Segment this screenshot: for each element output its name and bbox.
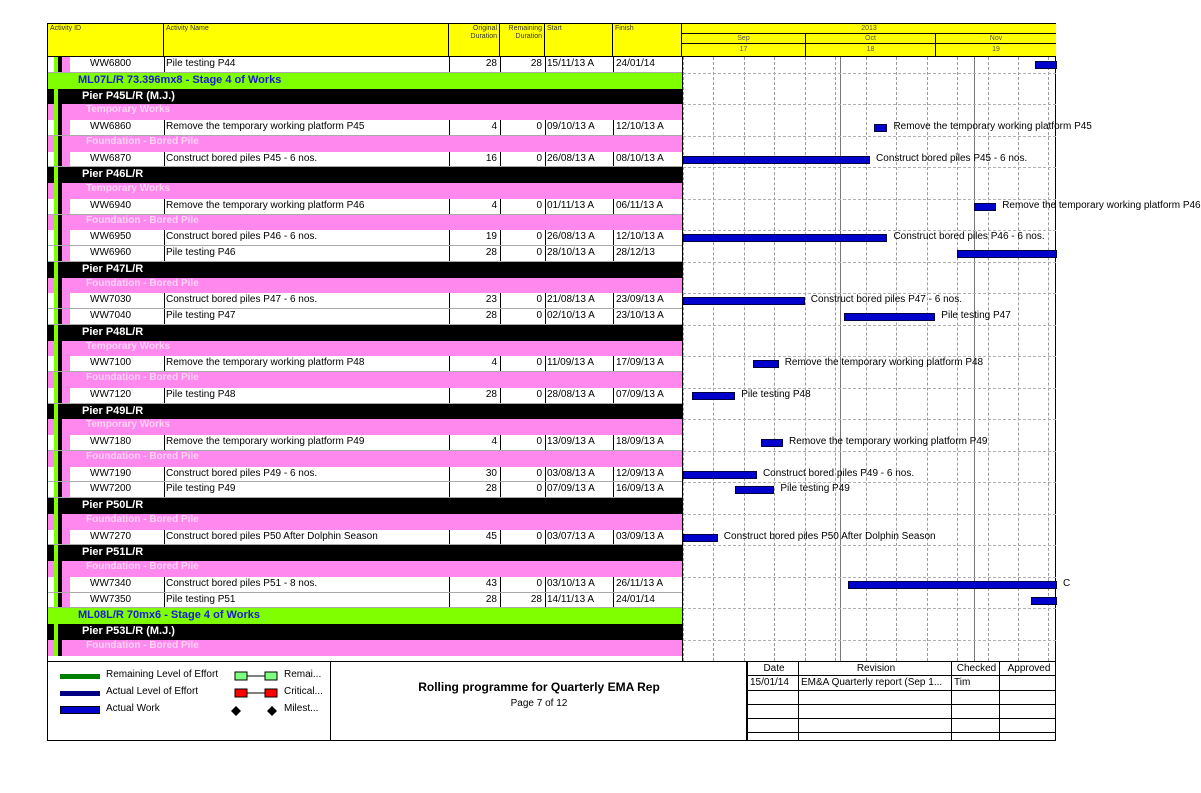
row-gridline [683,608,1056,609]
wbs-label: Pier P45L/R (M.J.) [82,89,175,102]
original-duration: 28 [485,247,497,258]
bar-label: Remove the temporary working platform P45 [893,121,1092,132]
finish-date: 06/11/13 A [616,199,664,211]
activity-row[interactable] [48,57,682,73]
legend-remaining-loe: Remaining Level of Effort [106,669,219,680]
start-date: 28/10/13 A [547,247,595,258]
row-gridline [683,640,1056,641]
col-remaining-duration[interactable]: Remaining Duration [500,24,545,56]
timescale-month-oct: Oct [806,34,936,44]
wbs-label: Foundation - Bored Pile [86,450,199,462]
activity-id: WW7190 [90,467,132,479]
wbs-label: Foundation - Bored Pile [86,372,199,383]
activity-name: Construct bored piles P50 After Dolphin Season [166,530,378,542]
bar-label: C [1063,577,1071,589]
original-duration: 28 [485,593,497,605]
activity-row[interactable] [48,467,682,483]
wbs-label: Foundation - Bored Pile [86,135,199,147]
original-duration: 30 [485,467,497,479]
wbs-band-level3[interactable] [48,561,682,577]
activity-id: WW7270 [90,530,132,542]
wbs-label: Pier P51L/R [82,546,144,559]
remaining-duration: 0 [536,231,542,243]
remaining-duration: 0 [536,467,542,479]
legend [48,662,331,741]
bar-label: Construct bored piles P46 - 6 nos. [893,231,1045,243]
activity-bar[interactable] [844,313,935,321]
remaining-duration: 0 [536,357,542,369]
original-duration: 28 [485,310,497,321]
start-date: 15/11/13 A [547,58,595,69]
activity-id: WW7040 [90,310,132,321]
activity-row[interactable] [48,577,682,593]
original-duration: 23 [485,294,497,306]
finish-date: 17/09/13 A [616,357,664,369]
activity-name: Construct bored piles P51 - 8 nos. [166,577,318,589]
wbs-label: Foundation - Bored Pile [86,214,199,226]
activity-row[interactable] [48,593,682,609]
legend-critical: Critical... [284,686,323,697]
wbs-band-level3[interactable] [48,136,682,152]
original-duration: 43 [485,577,497,589]
wbs-band-level1[interactable] [48,73,682,89]
remaining-duration: 0 [536,388,542,400]
row-gridline [683,419,1056,420]
critical-bar-icon [234,687,278,699]
activity-row[interactable] [48,356,682,372]
activity-bar[interactable] [874,124,887,132]
activity-bar[interactable] [753,360,779,368]
activity-id: WW6960 [90,247,132,258]
wbs-label: Pier P50L/R [82,499,144,511]
title-block [331,662,747,741]
week-gridline [988,57,989,661]
row-gridline [683,104,1056,105]
activity-id: WW7030 [90,294,132,306]
week-gridline [1048,57,1049,661]
activity-bar[interactable] [1035,61,1057,69]
activity-row[interactable] [48,530,682,546]
wbs-band-level3[interactable] [48,514,682,530]
wbs-band-level2[interactable] [48,498,682,514]
bar-label: Construct bored piles P50 After Dolphin Season [723,530,936,542]
bar-label: Remove the temporary working platform P49 [789,436,988,447]
column-header [48,24,1056,57]
report-title: Rolling programme for Quarterly EMA Rep [418,680,660,694]
wbs-band-level3[interactable] [48,419,682,435]
rev-date: 15/01/14 [750,677,789,688]
wbs-label: Foundation - Bored Pile [86,277,199,289]
wbs-band-level2[interactable] [48,262,682,278]
row-gridline [683,136,1056,137]
activity-id: WW6940 [90,199,132,211]
activity-bar[interactable] [761,439,783,447]
activity-id: WW7100 [90,357,132,369]
activity-bar[interactable] [683,234,887,242]
finish-date: 12/10/13 A [616,231,664,243]
original-duration: 45 [485,530,497,542]
start-date: 03/07/13 A [547,530,595,542]
activity-name: Construct bored piles P46 - 6 nos. [166,231,318,243]
activity-row[interactable] [48,246,682,262]
bar-label: Remove the temporary working platform P48 [784,357,984,369]
rev-header-approved: Approved [1007,663,1051,674]
bar-label: Pile testing P48 [741,388,811,400]
start-date: 03/10/13 A [547,577,595,589]
rev-checked: Tim [954,677,971,688]
activity-name: Construct bored piles P49 - 6 nos. [166,467,318,479]
rev-header-checked: Checked [956,663,997,674]
col-original-duration[interactable]: Original Duration [449,24,500,56]
wbs-label: ML08L/R 70mx6 - Stage 4 of Works [78,609,260,622]
activity-name: Pile testing P47 [166,310,236,321]
activity-row[interactable] [48,120,682,136]
finish-date: 23/09/13 A [616,294,664,306]
row-gridline [683,262,1056,263]
wbs-band-level2[interactable] [48,167,682,183]
wbs-label: ML07L/R 73.396mx8 - Stage 4 of Works [78,73,282,86]
row-gridline [683,514,1056,515]
activity-name: Remove the temporary working platform P45 [166,121,365,132]
original-duration: 19 [485,231,497,243]
week-gridline [744,57,745,661]
start-date: 09/10/13 A [547,121,595,132]
col-activity-id[interactable]: Activity ID [48,24,164,56]
start-date: 07/09/13 A [547,483,595,495]
activity-name: Construct bored piles P47 - 6 nos. [166,294,318,306]
activity-name: Remove the temporary working platform P49 [166,436,365,447]
activity-row[interactable] [48,199,682,215]
row-gridline [683,199,1056,200]
finish-date: 28/12/13 [616,247,655,258]
remaining-duration: 0 [536,294,542,306]
legend-actual-work-swatch [60,706,100,714]
finish-date: 18/09/13 A [616,436,664,447]
start-date: 02/10/13 A [547,310,595,321]
timescale-week-18: 18 [806,44,936,56]
rev-description: EM&A Quarterly report (Sep 1... [801,677,943,688]
wbs-band-level2[interactable] [48,545,682,561]
activity-id: WW7120 [90,388,132,400]
wbs-label: Temporary Works [86,340,171,352]
legend-remaining-loe-swatch [60,674,100,679]
start-date: 28/08/13 A [547,388,595,400]
week-gridline [774,57,775,661]
activity-row[interactable] [48,230,682,246]
activity-name: Remove the temporary working platform P46 [166,199,365,211]
remaining-bar-icon [234,670,278,682]
activity-id: WW7180 [90,436,132,447]
activity-id: WW7350 [90,593,132,605]
milestone-diamond-icon [230,705,278,717]
activity-name: Pile testing P49 [166,483,236,495]
activity-row[interactable] [48,388,682,404]
bar-label: Pile testing P49 [780,483,850,495]
wbs-label: Foundation - Bored Pile [86,561,199,572]
activity-bar[interactable] [848,581,1057,589]
activity-bar[interactable] [735,486,774,494]
page-number: Page 7 of 12 [510,698,568,709]
rev-header-date: Date [763,663,785,674]
remaining-duration: 0 [536,199,542,211]
activity-id: WW6950 [90,231,132,243]
activity-bar[interactable] [683,534,718,542]
wbs-band-level1[interactable] [48,608,682,624]
wbs-label: Pier P47L/R [82,262,144,275]
activity-id: WW6860 [90,121,132,132]
bar-label: Construct bored piles P47 - 6 nos. [810,294,962,306]
wbs-label: Pier P46L/R [82,168,144,181]
activity-id: WW7340 [90,577,132,589]
timescale-year: 2013 [861,25,877,32]
activity-id: WW6800 [90,58,132,69]
row-gridline [683,482,1056,483]
activity-name: Pile testing P48 [166,388,236,400]
start-date: 13/09/13 A [547,436,595,447]
activity-name: Remove the temporary working platform P48 [166,357,365,369]
finish-date: 24/01/14 [616,58,655,69]
original-duration: 4 [491,357,497,369]
activity-name: Pile testing P46 [166,247,236,258]
col-activity-name[interactable]: Activity Name [164,24,449,56]
activity-name: Pile testing P44 [166,58,236,69]
activity-row[interactable] [48,435,682,451]
wbs-label: Foundation - Bored Pile [86,639,199,651]
remaining-duration: 0 [536,152,542,164]
finish-date: 12/09/13 A [616,467,664,479]
remaining-duration: 0 [536,121,542,132]
wbs-band-level3[interactable] [48,451,682,467]
activity-bar[interactable] [974,203,996,211]
week-gridline [713,57,714,661]
wbs-label: Pier P49L/R [82,404,144,417]
wbs-label: Pier P48L/R [82,325,144,338]
week-gridline [1018,57,1019,661]
bar-label: Construct bored piles P49 - 6 nos. [762,467,915,479]
rev-header-revision: Revision [856,663,896,674]
remaining-duration: 0 [536,483,542,495]
wbs-band-level3[interactable] [48,183,682,199]
finish-date: 08/10/13 A [616,152,664,164]
row-gridline [683,451,1056,452]
gantt-chart [682,57,1201,661]
activity-bar[interactable] [692,392,736,400]
wbs-label: Temporary Works [86,183,171,194]
bar-label: Remove the temporary working platform P46 [1002,199,1201,211]
activity-bar[interactable] [957,250,1057,258]
revision-table [747,662,1056,741]
activity-row[interactable] [48,482,682,498]
activity-row[interactable] [48,293,682,309]
activity-id: WW7200 [90,483,132,495]
remaining-duration: 0 [536,247,542,258]
finish-date: 23/10/13 A [616,310,664,321]
wbs-band-level3[interactable] [48,341,682,357]
activity-bar[interactable] [683,156,870,164]
start-date: 01/11/13 A [547,199,595,211]
timescale-month-nov: Nov [989,35,1003,42]
activity-name: Construct bored piles P45 - 6 nos. [166,152,318,164]
remaining-duration: 0 [536,530,542,542]
finish-date: 26/11/13 A [616,577,664,589]
wbs-band-level2[interactable] [48,624,682,640]
start-date: 21/08/13 A [547,294,595,306]
timescale-header [682,24,1056,56]
timescale-month-sep: Sep [682,34,806,44]
start-date: 14/11/13 A [547,593,595,605]
original-duration: 28 [485,483,497,495]
remaining-duration: 0 [536,577,542,589]
footer [48,661,1056,741]
start-date: 03/08/13 A [547,467,595,479]
legend-actual-work: Actual Work [106,703,160,714]
activity-name: Pile testing P51 [166,593,236,605]
activity-row[interactable] [48,309,682,325]
legend-actual-loe-swatch [60,691,100,696]
wbs-label: Foundation - Bored Pile [86,513,199,525]
wbs-label: Temporary Works [86,104,171,116]
row-gridline [683,73,1056,74]
original-duration: 16 [485,152,497,164]
activity-bar[interactable] [683,297,805,305]
wbs-band-level2[interactable] [48,404,682,420]
wbs-band-level2[interactable] [48,325,682,341]
original-duration: 28 [485,58,497,69]
finish-date: 03/09/13 A [616,530,664,542]
wbs-label: Pier P53L/R (M.J.) [82,625,175,637]
timescale-week-19: 19 [992,46,1000,53]
wbs-band-level3[interactable] [48,278,682,294]
wbs-band-level3[interactable] [48,640,682,656]
legend-remaining: Remai... [284,669,322,680]
finish-date: 24/01/14 [616,593,655,605]
wbs-band-level2[interactable] [48,89,682,105]
start-date: 11/09/13 A [547,357,595,369]
timescale-week-17: 17 [682,44,806,56]
finish-date: 12/10/13 A [616,121,664,132]
col-start[interactable]: Start [545,24,613,56]
activity-bar[interactable] [1031,597,1057,605]
original-duration: 4 [491,121,497,132]
wbs-band-level3[interactable] [48,215,682,231]
remaining-duration: 28 [530,58,542,69]
finish-date: 07/09/13 A [616,388,664,400]
row-gridline [683,325,1056,326]
wbs-band-level3[interactable] [48,104,682,120]
schedule-sheet [47,23,1201,741]
remaining-duration: 0 [536,436,542,447]
bar-label: Construct bored piles P45 - 6 nos. [876,152,1028,164]
row-gridline [683,167,1056,168]
remaining-duration: 0 [536,310,542,321]
start-date: 26/08/13 A [547,152,595,164]
activity-id: WW6870 [90,152,132,164]
original-duration: 4 [491,199,497,211]
row-gridline [683,388,1056,389]
row-gridline [683,545,1056,546]
wbs-band-level3[interactable] [48,372,682,388]
activity-bar[interactable] [683,471,757,479]
col-finish[interactable]: Finish [613,24,682,56]
week-gridline [683,57,684,661]
original-duration: 28 [485,388,497,400]
activity-table [48,57,682,661]
activity-row[interactable] [48,152,682,168]
finish-date: 16/09/13 A [616,483,664,495]
legend-milestone: Milest... [284,703,319,714]
wbs-label: Temporary Works [86,419,171,431]
original-duration: 4 [491,436,497,447]
bar-label: Pile testing P47 [941,310,1011,321]
remaining-duration: 28 [530,593,542,605]
legend-actual-loe: Actual Level of Effort [106,686,199,697]
start-date: 26/08/13 A [547,231,595,243]
row-gridline [683,577,1056,578]
